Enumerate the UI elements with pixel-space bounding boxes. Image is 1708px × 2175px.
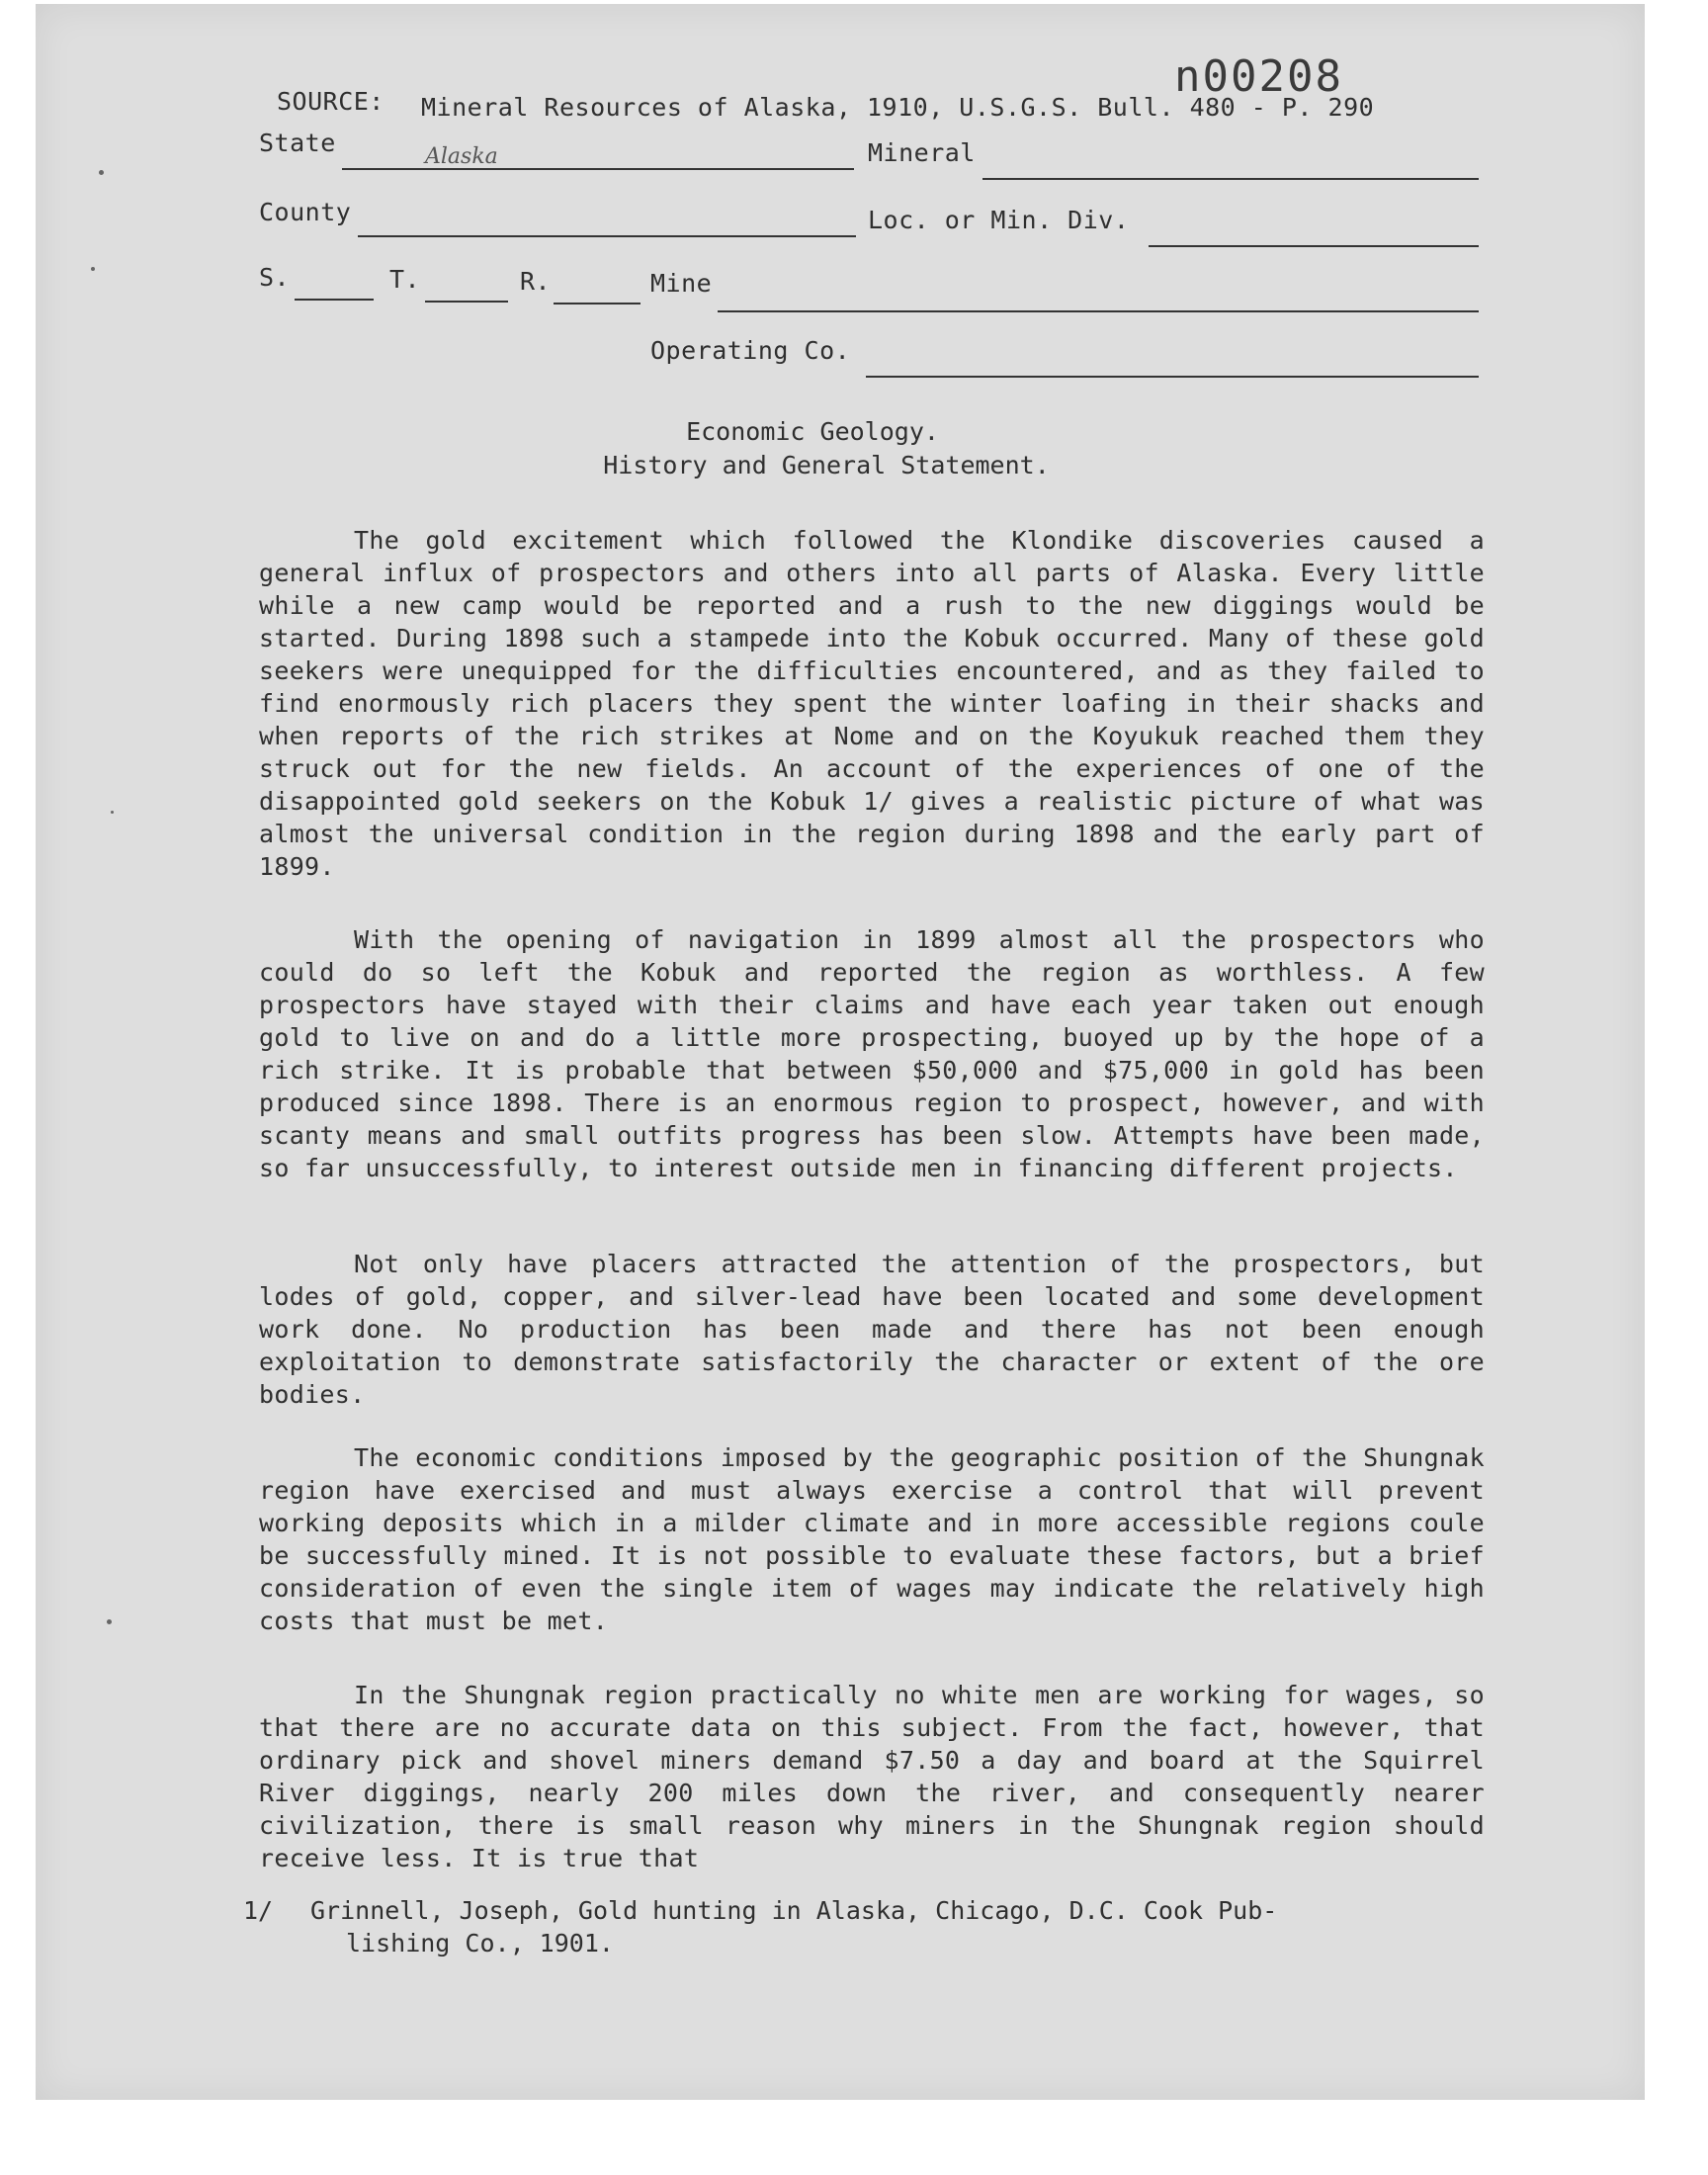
loc-label: Loc. or Min. Div. (868, 206, 1130, 234)
scan-speck (91, 267, 95, 271)
body-paragraph: With the opening of navigation in 1899 almost all the prospectors who could do so left the Kobuk and reported the region as worthless. A few prospectors have stayed with their claims and have each year taken out enough gold to live on and do a little more prospecting, buoyed up by the hope of a rich strike. It is probable that between $50,000 and $75,000 in gold has been produced since 1898. There is an enormous region to prospect, however, and with scanty means and small outfits progress has been slow. Attempts have been made, so far unsuccessfully, to interest outside men in financing different projects. (259, 925, 1485, 1182)
footnote-marker: 1/ (243, 1896, 274, 1925)
footnote-line-1: Grinnell, Joseph, Gold hunting in Alaska, Chicago, D.C. Cook Pub- (310, 1896, 1278, 1925)
mine-field-line (718, 310, 1479, 312)
range-label: R. (520, 267, 552, 296)
operating-field-line (866, 376, 1479, 378)
body-paragraph: In the Shungnak region practically no white men are working for wages, so that there are no accurate data on this subject. From the fact, however, that ordinary pick and shovel miners demand $7.50 a day and board at the Squirrel River diggings, nearly 200 miles down the river, and consequently nearer civilization, there is small reason why miners in the Shungnak region should receive less. It is true that (259, 1681, 1485, 1872)
scan-speck (111, 811, 114, 814)
range-field-line (554, 303, 640, 304)
scan-speck (107, 1619, 112, 1624)
source-text: Mineral Resources of Alaska, 1910, U.S.G.S. Bull. 480 - P. 290 (421, 93, 1375, 122)
section-subheading: History and General Statement. (603, 451, 1050, 479)
township-field-line (425, 301, 508, 303)
mine-label: Mine (650, 269, 713, 298)
scan-speck (99, 170, 104, 175)
body-paragraph: Not only have placers attracted the attention of the prospectors, but lodes of gold, copper, and silver-lead have been located and some development work done. No production has been made and there has not been enough exploitation to demonstrate satisfactorily the character or extent of the ore bodies. (259, 1250, 1485, 1409)
section-heading: Economic Geology. (686, 417, 939, 446)
section-label: S. (259, 263, 291, 292)
mineral-label: Mineral (868, 138, 976, 167)
source-label: SOURCE: (277, 87, 384, 116)
body-paragraph: The gold excitement which followed the Klondike discoveries caused a general influx of prospectors and others into all parts of Alaska. Every little while a new camp would be reported and a rush to the new diggings would be started. During 1898 such a stampede into the Kobuk occurred. Many of these gold seekers were unequipped for the difficulties encountered, and as they failed to find enormously rich placers they spent the winter loafing in their shacks and when reports of the rich strikes at Nome and on the Koyukuk reached them they struck out for the new fields. An account of the experiences of one of the disappointed gold seekers on the Kobuk 1/ gives a realistic picture of what was almost the universal condition in the region during 1898 and the early part of 1899. (259, 526, 1485, 881)
document-number: n00208 (1174, 51, 1343, 102)
footnote-line-2: lishing Co., 1901. (346, 1929, 614, 1958)
mineral-field-line (982, 178, 1479, 180)
state-field-line (342, 168, 854, 170)
section-field-line (295, 299, 374, 301)
township-label: T. (389, 265, 421, 294)
state-value: Alaska (425, 144, 498, 169)
state-label: State (259, 129, 336, 157)
county-label: County (259, 198, 352, 226)
body-paragraph: The economic conditions imposed by the geographic position of the Shungnak region have exercised and must always exercise a control that will prevent working deposits which in a milder climate and in more accessible regions coule be successfully mined. It is not possible to evaluate these factors, but a brief consideration of even the single item of wages may indicate the relatively high costs that must be met. (259, 1443, 1485, 1635)
operating-label: Operating Co. (650, 336, 851, 365)
footnote-text (310, 1894, 1467, 1959)
loc-field-line (1149, 245, 1479, 247)
county-field-line (358, 235, 856, 237)
